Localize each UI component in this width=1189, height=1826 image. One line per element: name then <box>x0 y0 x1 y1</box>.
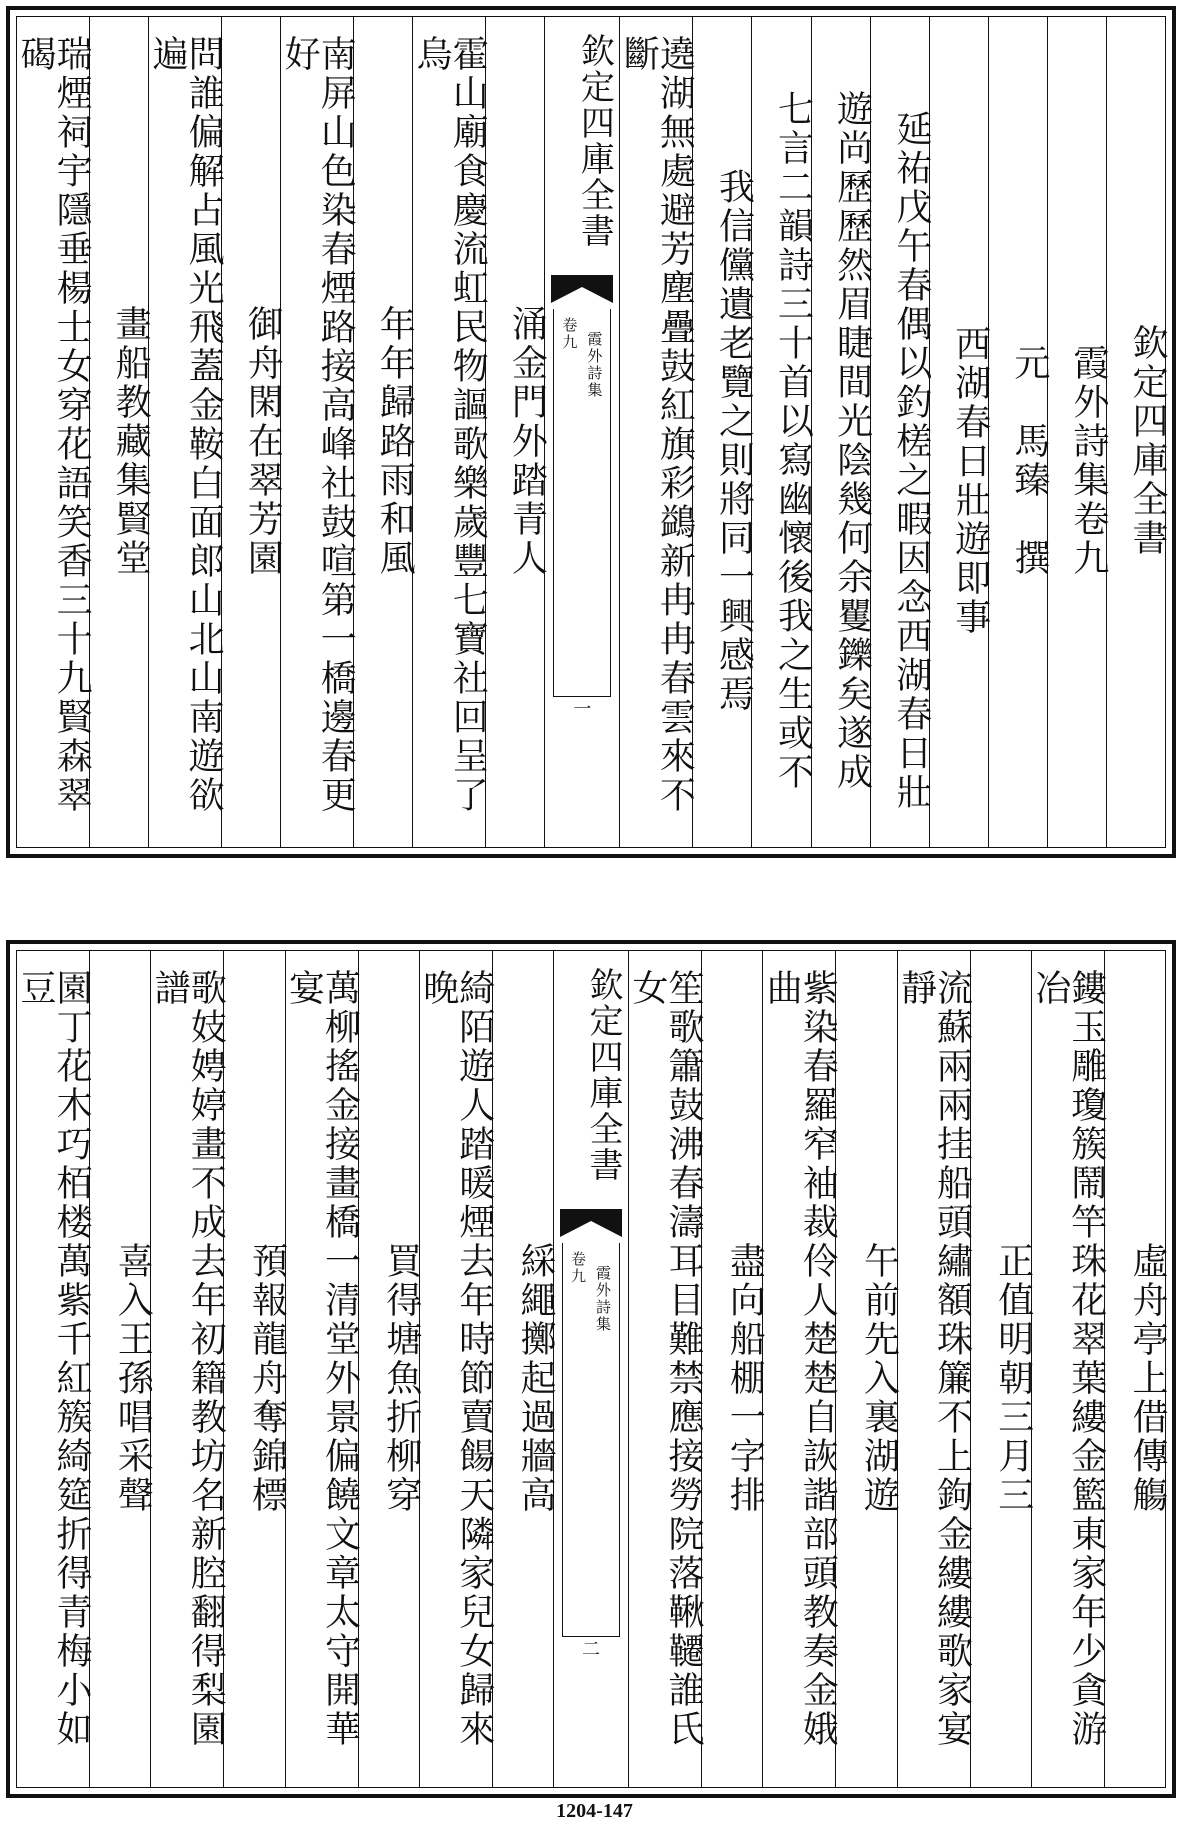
column-text: 我信儻遺老覽之則將同一興感焉 <box>713 168 755 714</box>
text-column <box>988 17 1050 847</box>
volume-label: 卷九 <box>560 317 579 351</box>
text-column <box>870 17 932 847</box>
column-text: 綺陌遊人踏暖煙去年時節賣餳天隣家兒女歸來晚 <box>417 969 495 1749</box>
text-column <box>358 951 422 1787</box>
text-column <box>411 17 489 847</box>
text-column <box>149 951 227 1787</box>
text-column <box>492 951 556 1787</box>
column-text: 笙歌簫鼓沸春濤耳目難禁應接勞院落鞦韆誰氏女 <box>627 969 704 1749</box>
column-text: 御舟閑在翠芳園 <box>242 304 284 578</box>
text-columns <box>15 951 1168 1787</box>
text-column <box>929 17 991 847</box>
text-column <box>147 17 225 847</box>
text-column <box>89 17 152 847</box>
column-text: 霞外詩集卷九 <box>1067 344 1109 578</box>
column-text: 虛舟亭上借傳觴 <box>1127 1241 1168 1515</box>
text-column <box>485 17 548 847</box>
text-column <box>15 17 93 847</box>
column-text: 午前先入裏湖遊 <box>858 1241 900 1515</box>
column-text: 預報龍舟奪錦標 <box>246 1241 288 1515</box>
fishtail-mark-icon <box>551 275 613 303</box>
column-text: 遶湖無處避芳塵疊鼓紅旗彩鷁新冉冉春雲來不斷 <box>618 35 696 815</box>
column-text: 流蘇兩兩挂船頭繡額珠簾不上鉤金縷縷歌家宴靜 <box>895 969 973 1749</box>
leaf-number: 二 <box>582 1639 600 1660</box>
text-column <box>223 951 288 1787</box>
book-title: 霞外詩集 <box>594 1265 612 1333</box>
text-column <box>970 951 1034 1787</box>
column-text: 園丁花木巧栢楼萬紫千紅簇綺筵折得青梅小如豆 <box>15 969 92 1749</box>
column-text: 買得塘魚折柳穿 <box>380 1241 422 1515</box>
text-column <box>1047 17 1109 847</box>
page-bottom <box>6 940 1176 1798</box>
text-column <box>15 951 92 1787</box>
center-fold-column <box>553 951 628 1787</box>
text-column <box>761 951 839 1787</box>
text-column <box>1104 951 1168 1787</box>
text-column <box>1029 951 1107 1787</box>
center-fold-column <box>544 17 619 847</box>
column-text: 綵繩擲起過牆高 <box>515 1241 556 1515</box>
text-column <box>1106 17 1168 847</box>
text-column <box>618 17 696 847</box>
column-text: 年年歸路雨和風 <box>374 304 416 578</box>
page-frame <box>16 16 1166 848</box>
column-text: 欽定四庫全書 <box>1127 324 1168 558</box>
text-column <box>895 951 973 1787</box>
column-text: 喜入王孫唱采聲 <box>112 1241 154 1515</box>
page-frame <box>16 950 1166 1788</box>
text-column <box>751 17 814 847</box>
text-columns <box>15 17 1168 847</box>
column-text: 紫染春羅窄袖裁伶人楚楚自詼諧部頭教奏金娥曲 <box>761 969 839 1749</box>
text-column <box>701 951 766 1787</box>
text-column <box>417 951 495 1787</box>
text-column <box>811 17 873 847</box>
column-text: 正值明朝三月三 <box>992 1241 1034 1515</box>
text-column <box>221 17 284 847</box>
column-text: 延祐戊午春偶以釣槎之暇因念西湖春日壯 <box>890 110 932 812</box>
leaf-number: 一 <box>573 699 592 720</box>
column-text: 南屏山色染春煙路接高峰社鼓喧第一橋邊春更好 <box>279 35 357 815</box>
book-title: 霞外詩集 <box>585 331 604 399</box>
page-top <box>6 6 1176 858</box>
column-text: 歌妓娉婷畫不成去年初籍教坊名新腔翻得梨園譜 <box>149 969 227 1749</box>
column-text: 遊尚歷歷然眉睫間光陰幾何余矍鑠矣遂成 <box>831 90 873 792</box>
center-subtitle <box>554 1251 628 1333</box>
fishtail-mark-icon <box>560 1209 622 1237</box>
volume-label: 卷九 <box>569 1251 587 1285</box>
column-text: 鏤玉雕瓊簇鬧竿珠花翠葉縷金籃東家年少貪游冶 <box>1029 969 1107 1749</box>
column-text: 西湖春日壯遊即事 <box>949 325 991 637</box>
column-text: 瑞煙祠宇隱垂楊士女穿花語笑香三十九賢森翠碣 <box>15 35 93 815</box>
text-column <box>283 951 361 1787</box>
text-column <box>835 951 900 1787</box>
text-column <box>279 17 357 847</box>
text-column <box>89 951 154 1787</box>
center-title: 欽定四庫全書 <box>574 33 615 249</box>
center-subtitle <box>545 317 619 399</box>
column-text: 涌金門外踏青人 <box>506 304 548 578</box>
column-text: 元 馬臻 撰 <box>1008 344 1050 578</box>
column-text: 畫船教藏集賢堂 <box>110 304 152 578</box>
text-column <box>353 17 416 847</box>
column-text: 問誰偏解占風光飛蓋金鞍白面郎山北山南遊欲遍 <box>147 35 225 815</box>
text-column <box>692 17 755 847</box>
center-title: 欽定四庫全書 <box>583 967 623 1183</box>
page-footer-number: 1204-147 <box>556 1800 633 1822</box>
text-column <box>627 951 704 1787</box>
column-text: 七言二韻詩三十首以寫幽懷後我之生或不 <box>772 90 814 792</box>
column-text: 霍山廟食慶流虹民物謳歌樂歲豐七寶社回呈了烏 <box>411 35 489 815</box>
column-text: 盡向船棚一字排 <box>724 1241 766 1515</box>
column-text: 萬柳搖金接畫橋一清堂外景偏饒文章太守開華宴 <box>283 969 361 1749</box>
